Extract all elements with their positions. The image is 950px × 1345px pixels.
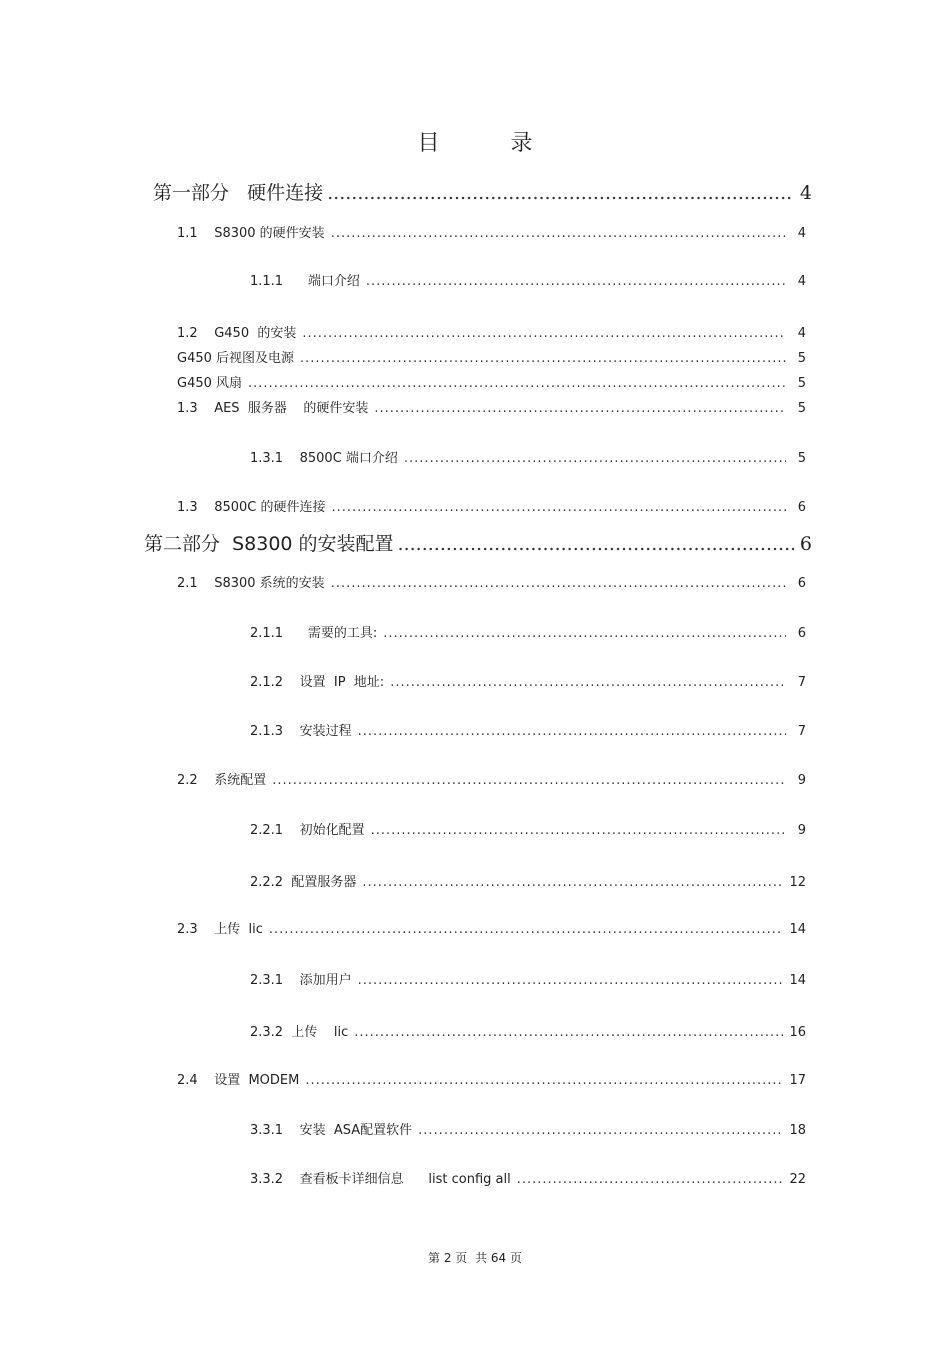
toc-entry[interactable] (177, 347, 806, 366)
toc-leader (305, 1073, 783, 1088)
toc-entry-label: 3.3.1 安装 ASA配置软件 (250, 1123, 413, 1138)
toc-entry[interactable] (177, 1069, 806, 1088)
toc-entry[interactable] (177, 918, 806, 937)
toc-entry[interactable] (250, 1021, 806, 1040)
toc-leader (418, 1123, 783, 1138)
toc-leader (390, 675, 786, 690)
toc-entry-page: 18 (789, 1123, 806, 1138)
toc-leader (248, 376, 786, 391)
toc-entry[interactable] (250, 871, 806, 890)
toc-entry-page: 17 (789, 1073, 806, 1088)
toc-leader (517, 1172, 784, 1187)
toc-leader (362, 875, 783, 890)
toc-entry-page: 6 (799, 533, 812, 555)
toc-entry[interactable] (177, 372, 806, 391)
toc-leader (331, 226, 786, 241)
toc-entry-label: 2.1.2 设置 IP 地址: (250, 675, 385, 690)
toc-leader (371, 823, 786, 838)
toc-entry-label: 1.3 AES 服务器 的硬件安装 (177, 401, 369, 416)
toc-leader (300, 351, 786, 366)
toc-entry-label: 第一部分 硬件连接 (153, 182, 324, 204)
toc-entry[interactable] (177, 496, 806, 515)
toc-leader (269, 922, 784, 937)
toc-entry-page: 12 (789, 875, 806, 890)
toc-entry-label: G450 后视图及电源 (177, 351, 295, 366)
toc-entry[interactable] (153, 178, 812, 205)
toc-entry-label: 3.3.2 查看板卡详细信息 list config all (250, 1172, 511, 1187)
toc-leader (331, 576, 786, 591)
toc-leader (302, 326, 786, 341)
toc-entry-page: 4 (797, 326, 806, 341)
toc-leader (398, 533, 794, 555)
toc-entry-label: 2.2.1 初始化配置 (250, 823, 365, 838)
toc-entry[interactable] (177, 222, 806, 241)
toc-entry-page: 7 (797, 675, 806, 690)
toc-entry[interactable] (250, 622, 806, 641)
toc-entry-page: 16 (789, 1025, 806, 1040)
toc-entry-label: 2.2.2 配置服务器 (250, 875, 357, 890)
toc-entry-label: 2.3.1 添加用户 (250, 973, 352, 988)
toc-entry[interactable] (177, 397, 806, 416)
page-number: 第 2 页 (428, 1251, 468, 1265)
toc-leader (354, 1025, 783, 1040)
toc-entry-page: 4 (797, 226, 806, 241)
toc-entry-page: 6 (797, 500, 806, 515)
toc-leader (366, 274, 786, 289)
toc-entry-label: 1.3 8500C 的硬件连接 (177, 500, 326, 515)
toc-entry-page: 5 (797, 351, 806, 366)
toc-entry-page: 7 (797, 724, 806, 739)
toc-entry-label: 2.2 系统配置 (177, 773, 267, 788)
toc-entry[interactable] (250, 1168, 806, 1187)
toc-entry[interactable] (250, 270, 806, 289)
toc-entry[interactable] (177, 322, 806, 341)
toc-entry-page: 9 (797, 773, 806, 788)
toc-entry-label: 2.1 S8300 系统的安装 (177, 576, 325, 591)
toc-entry-page: 5 (797, 451, 806, 466)
toc-entry-label: 2.1.3 安装过程 (250, 724, 352, 739)
toc-entry-label: 1.1 S8300 的硬件安装 (177, 226, 325, 241)
toc-entry[interactable] (250, 671, 806, 690)
toc-entry-page: 5 (797, 401, 806, 416)
toc-entry-page: 5 (797, 376, 806, 391)
toc-entry-page: 14 (789, 922, 806, 937)
page-total: 共 64 页 (475, 1251, 522, 1265)
toc-entry-label: 2.3 上传 lic (177, 922, 263, 937)
toc-entry-label: 2.1.1 需要的工具: (250, 626, 378, 641)
toc-entry-label: G450 风扇 (177, 376, 243, 391)
toc-entry[interactable] (177, 572, 806, 591)
toc-leader (358, 724, 786, 739)
toc-entry[interactable] (250, 447, 806, 466)
toc-entry-page: 4 (799, 182, 812, 204)
toc-entry-label: 2.3.2 上传 lic (250, 1025, 349, 1040)
toc-leader (383, 626, 786, 641)
page-footer (0, 1249, 950, 1266)
toc-entry-page: 6 (797, 576, 806, 591)
toc-entry[interactable] (250, 1119, 806, 1138)
toc-leader (327, 182, 794, 204)
toc-entry-page: 4 (797, 274, 806, 289)
toc-entry-page: 6 (797, 626, 806, 641)
toc-entry-label: 第二部分 S8300 的安装配置 (144, 533, 394, 555)
toc-entry-label: 2.4 设置 MODEM (177, 1073, 300, 1088)
toc-entry-page: 9 (797, 823, 806, 838)
toc-leader (358, 973, 784, 988)
toc-leader (272, 773, 786, 788)
toc-leader (332, 500, 787, 515)
toc-entry-page: 14 (789, 973, 806, 988)
toc-leader (404, 451, 786, 466)
toc-entry[interactable] (250, 819, 806, 838)
toc-entry[interactable] (144, 529, 812, 556)
toc-entry[interactable] (250, 969, 806, 988)
toc-entry[interactable] (177, 769, 806, 788)
toc-entry-page: 22 (789, 1172, 806, 1187)
toc-entry-label: 1.1.1 端口介绍 (250, 274, 360, 289)
page-title: 目 录 (417, 131, 565, 156)
toc-entry-label: 1.2 G450 的安装 (177, 326, 297, 341)
toc-leader (374, 401, 786, 416)
toc-entry-label: 1.3.1 8500C 端口介绍 (250, 451, 398, 466)
toc-entry[interactable] (250, 720, 806, 739)
